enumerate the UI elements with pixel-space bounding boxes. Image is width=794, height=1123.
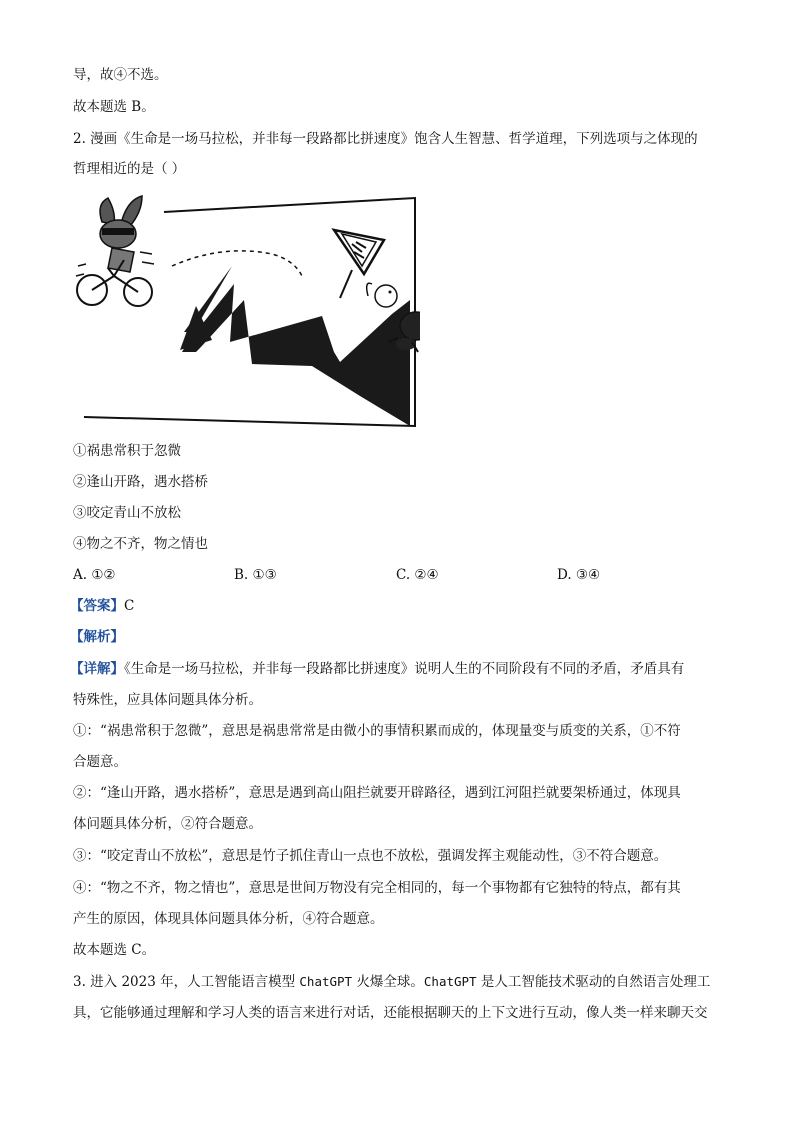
- answer-tag: 【答案】: [70, 598, 124, 614]
- prev-answer-end: 导，故④不选。: [73, 67, 168, 83]
- answer-value: C: [124, 598, 135, 614]
- detail-tag: 【详解】: [70, 661, 124, 677]
- choice-d: D. ③④: [557, 567, 601, 583]
- q3-chatgpt-1: ChatGPT: [299, 974, 353, 989]
- option-1: ①祸患常积于忽微: [73, 443, 181, 459]
- choice-b: B. ①③: [234, 567, 277, 583]
- analysis-line: [70, 628, 720, 646]
- question-3-stem: [73, 973, 723, 991]
- answer-line: [70, 597, 720, 615]
- q3-text-c: 是人工智能技术驱动的自然语言处理工: [476, 974, 711, 990]
- detail-text: 《生命是一场马拉松，并非每一段路都比拼速度》说明人生的不同阶段有不同的矛盾，矛盾具有: [124, 661, 685, 677]
- question-2-stem-cont: 哲理相近的是（ ）: [73, 161, 186, 177]
- q3-text-a: 3. 进入 2023 年，人工智能语言模型: [73, 974, 300, 990]
- detail-item-1-cont: 合题意。: [73, 754, 127, 770]
- q3-text-b: 火爆全球。: [352, 974, 424, 990]
- analysis-tag: 【解析】: [70, 629, 124, 645]
- detail-line-2: 特殊性，应具体问题具体分析。: [73, 692, 262, 708]
- question-3-stem-cont: 具，它能够通过理解和学习人类的语言来进行对话，还能根据聊天的上下文进行互动，像人类一样来聊天交: [73, 1005, 708, 1021]
- choice-a: A. ①②: [73, 567, 116, 583]
- option-2: ②逢山开路，遇水搭桥: [73, 474, 208, 490]
- option-4: ④物之不齐，物之情也: [73, 536, 208, 552]
- rabbit-on-bicycle-figure: [76, 196, 154, 306]
- detail-conclusion: 故本题选 C。: [73, 942, 156, 958]
- zigzag-arrow-path: [182, 266, 410, 426]
- detail-item-4: ④：“物之不齐，物之情也”，意思是世间万物没有完全相同的，每一个事物都有它独特的特点，都有其: [73, 880, 681, 896]
- detail-item-4-cont: 产生的原因，体现具体问题具体分析，④符合题意。: [73, 911, 384, 927]
- detail-line-1: [70, 660, 720, 678]
- dotted-jump-arc: [172, 251, 302, 276]
- option-3: ③咬定青山不放松: [73, 505, 181, 521]
- choice-c: C. ②④: [396, 567, 439, 583]
- detail-item-2-cont: 体问题具体分析，②符合题意。: [73, 816, 262, 832]
- marathon-cartoon: [72, 192, 420, 428]
- detail-item-2: ②：“逢山开路，遇水搭桥”，意思是遇到高山阻拦就要开辟路径，遇到江河阻拦就要架桥通过，体现具: [73, 785, 681, 801]
- road-sign-figure: [334, 230, 384, 298]
- detail-item-3: ③：“咬定青山不放松”，意思是竹子抓住青山一点也不放松，强调发挥主观能动性，③不符合题意。: [73, 848, 668, 864]
- detail-item-1: ①：“祸患常积于忽微”，意思是祸患常常是由微小的事情积累而成的，体现量变与质变的关系，①不符: [73, 723, 681, 739]
- prev-answer-choice: 故本题选 B。: [73, 99, 155, 115]
- q3-chatgpt-2: ChatGPT: [423, 974, 477, 989]
- question-2-stem: 2. 漫画《生命是一场马拉松，并非每一段路都比拼速度》饱含人生智慧、哲学道理，下列选项与之体现的: [73, 131, 698, 147]
